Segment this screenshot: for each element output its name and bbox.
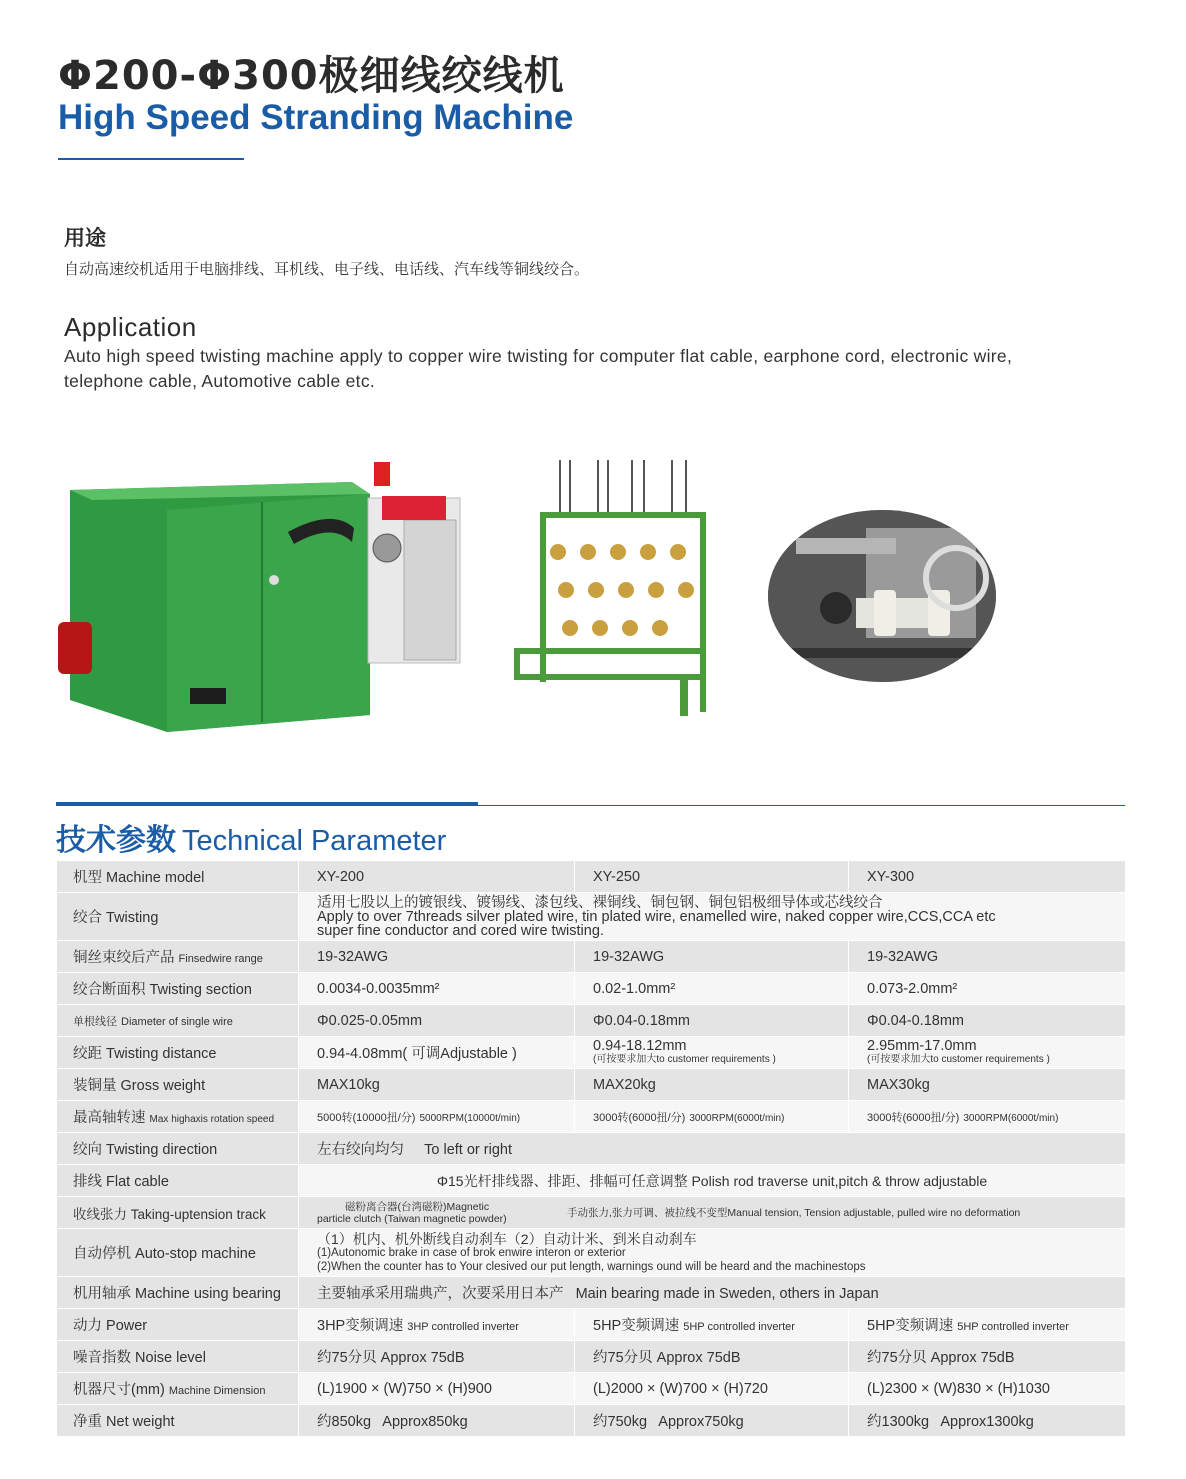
cell-line: (2)When the counter has to Your clesived our put length, warnings ound will be heard and the machinestops: [317, 1260, 866, 1273]
cell-line: (1)Autonomic brake in case of brok enwire interon or exterior: [317, 1246, 626, 1259]
row-label: 收线张力 Taking-uptension track: [57, 1197, 299, 1229]
cell-line: 磁粉离合器(台湾磁粉)Magnetic: [345, 1200, 490, 1213]
table-cell: 0.94-4.08mm( 可调Adjustable ): [299, 1037, 575, 1069]
table-cell: Φ15光杆排线器、排距、排幅可任意调整 Polish rod traverse unit,pitch & throw adjustable: [299, 1165, 1126, 1197]
cell-line: 适用七股以上的镀银线、镀锡线、漆包线、裸铜线、铜包钢、铜包铝极细导体或芯线绞合: [317, 894, 883, 911]
cell-en: 3000RPM(6000t/min): [963, 1112, 1059, 1124]
cell-cn: 3000转(6000扭/分): [593, 1111, 686, 1124]
table-cell: [299, 893, 1126, 941]
row-label: 噪音指数 Noise level: [57, 1341, 299, 1373]
table-cell: 约75分贝 Approx 75dB: [849, 1341, 1126, 1373]
label-en: Max highaxis rotation speed: [149, 1114, 275, 1125]
table-cell: 约75分贝 Approx 75dB: [299, 1341, 575, 1373]
table-cell: 主要轴承采用瑞典产，次要采用日本产 Main bearing made in Sweden, others in Japan: [299, 1277, 1126, 1309]
title-underline: [58, 158, 244, 160]
table-cell: 约850kg Approx850kg: [299, 1405, 575, 1437]
table-row: [57, 1373, 1126, 1405]
table-cell: [849, 1101, 1126, 1133]
row-label: [57, 1005, 299, 1037]
row-label: [57, 941, 299, 973]
table-cell: [849, 1309, 1126, 1341]
table-cell: [575, 1309, 849, 1341]
cell-value: 2.95mm-17.0mm: [867, 1037, 977, 1054]
application-text: Auto high speed twisting machine apply to copper wire twisting for computer flat cable, earphone cord, electronic wire, telephone cable, Automotive cable etc.: [64, 346, 1013, 391]
cell-line: Apply to over 7threads silver plated wire, tin plated wire, enamelled wire, naked copper wire,CCS,CCA etc: [317, 908, 996, 925]
table-cell: 19-32AWG: [849, 941, 1126, 973]
payoff-rack-photo: [510, 452, 730, 720]
takeup-manual: 手动张力,张力可调、被拉线不变型Manual tension, Tension adjustable, pulled wire no deformation: [567, 1207, 1021, 1219]
row-label: 绞合 Twisting: [57, 893, 299, 941]
label-cn: 铜丝束绞后产品: [73, 950, 175, 966]
table-cell: Φ0.025-0.05mm: [299, 1005, 575, 1037]
cell-cn: 5HP变频调速: [593, 1318, 680, 1334]
cell-cn: 5HP变频调速: [867, 1318, 954, 1334]
table-row: [57, 1405, 1126, 1437]
row-label: 净重 Net weight: [57, 1405, 299, 1437]
table-cell: [299, 1309, 575, 1341]
table-cell: XY-250: [575, 861, 849, 893]
cell-cn: 3000转(6000扭/分): [867, 1111, 960, 1124]
row-label: 装铜量 Gross weight: [57, 1069, 299, 1101]
table-row: [57, 1277, 1126, 1309]
row-label: 绞向 Twisting direction: [57, 1133, 299, 1165]
cell-cn: 5000转(10000扭/分): [317, 1111, 416, 1124]
table-cell: (L)2000 × (W)700 × (H)720: [575, 1373, 849, 1405]
label-cn: 机器尺寸(mm): [73, 1382, 165, 1398]
stranding-machine-photo: [52, 450, 472, 740]
cell-line: （1）机内、机外断线自动刹车（2）自动计米、到米自动刹车: [317, 1230, 697, 1247]
row-label: 动力 Power: [57, 1309, 299, 1341]
cell-en: 5HP controlled inverter: [957, 1321, 1069, 1333]
section-title: [56, 815, 446, 859]
application-heading: Application: [64, 312, 197, 342]
cell-en: 3HP controlled inverter: [407, 1321, 519, 1333]
table-cell: XY-300: [849, 861, 1126, 893]
table-row: [57, 1101, 1126, 1133]
section-title-en: Technical Parameter: [182, 825, 447, 857]
table-cell: 0.02-1.0mm²: [575, 973, 849, 1005]
table-row: [57, 1309, 1126, 1341]
row-label: 排线 Flat cable: [57, 1165, 299, 1197]
label-en: Finsedwire range: [178, 953, 263, 965]
table-cell: Φ0.04-0.18mm: [575, 1005, 849, 1037]
label-cn: 单根线径: [73, 1015, 117, 1028]
row-label: [57, 1373, 299, 1405]
table-row: [57, 1069, 1126, 1101]
table-row: [57, 1133, 1126, 1165]
machine-interior-photo: [766, 508, 998, 684]
takeup-clutch: [317, 1201, 567, 1225]
table-row: [57, 1197, 1126, 1229]
table-cell: [299, 1197, 1126, 1229]
table-cell: 约1300kg Approx1300kg: [849, 1405, 1126, 1437]
usage-text: 自动高速绞机适用于电脑排线、耳机线、电子线、电话线、汽车线等铜线绞合。: [64, 260, 590, 278]
table-cell: [299, 1229, 1126, 1277]
table-cell: [299, 1101, 575, 1133]
table-cell: [575, 1037, 849, 1069]
cell-note: (可按要求加大to customer requirements ): [593, 1053, 776, 1065]
table-row: [57, 1005, 1126, 1037]
table-row: [57, 1229, 1126, 1277]
table-cell: 约750kg Approx750kg: [575, 1405, 849, 1437]
cell-line: super fine conductor and cored wire twisting.: [317, 922, 604, 939]
table-row: [57, 1165, 1126, 1197]
table-cell: [575, 1101, 849, 1133]
table-row: [57, 973, 1126, 1005]
table-row: [57, 861, 1126, 893]
section-title-cn: 技术参数: [56, 823, 176, 858]
cell-en: 5HP controlled inverter: [683, 1321, 795, 1333]
table-row: [57, 1341, 1126, 1373]
table-row: [57, 941, 1126, 973]
page-subtitle: High Speed Stranding Machine: [58, 98, 574, 137]
cell-value: 0.94-18.12mm: [593, 1037, 687, 1054]
table-cell: 左右绞向均匀 To left or right: [299, 1133, 1126, 1165]
usage-heading: 用途: [64, 226, 106, 250]
table-cell: (L)1900 × (W)750 × (H)900: [299, 1373, 575, 1405]
table-cell: 0.073-2.0mm²: [849, 973, 1126, 1005]
cell-en: 5000RPM(10000t/min): [419, 1112, 521, 1124]
row-label: [57, 1101, 299, 1133]
table-cell: MAX10kg: [299, 1069, 575, 1101]
table-row: [57, 893, 1126, 941]
cell-cn: 3HP变频调速: [317, 1318, 404, 1334]
table-row: [57, 1037, 1126, 1069]
table-cell: [849, 1037, 1126, 1069]
row-label: 自动停机 Auto-stop machine: [57, 1229, 299, 1277]
table-cell: Φ0.04-0.18mm: [849, 1005, 1126, 1037]
row-label: 绞距 Twisting distance: [57, 1037, 299, 1069]
page-title: Φ200-Φ300极细线绞线机: [58, 53, 565, 99]
table-cell: (L)2300 × (W)830 × (H)1030: [849, 1373, 1126, 1405]
table-cell: 19-32AWG: [299, 941, 575, 973]
cell-en: 3000RPM(6000t/min): [689, 1112, 785, 1124]
table-cell: MAX30kg: [849, 1069, 1126, 1101]
row-label: 机型 Machine model: [57, 861, 299, 893]
table-cell: 19-32AWG: [575, 941, 849, 973]
section-divider-accent: [56, 802, 478, 806]
cell-note: (可按要求加大to customer requirements ): [867, 1053, 1050, 1065]
cell-line: particle clutch (Taiwan magnetic powder): [317, 1212, 507, 1225]
label-en: Diameter of single wire: [121, 1015, 233, 1028]
label-en: Machine Dimension: [168, 1385, 266, 1397]
parameter-table: [56, 860, 1126, 1437]
table-cell: 0.0034-0.0035mm²: [299, 973, 575, 1005]
table-cell: XY-200: [299, 861, 575, 893]
row-label: 绞合断面积 Twisting section: [57, 973, 299, 1005]
row-label: 机用轴承 Machine using bearing: [57, 1277, 299, 1309]
table-cell: 约75分贝 Approx 75dB: [575, 1341, 849, 1373]
table-cell: MAX20kg: [575, 1069, 849, 1101]
label-cn: 最高轴转速: [73, 1110, 146, 1126]
